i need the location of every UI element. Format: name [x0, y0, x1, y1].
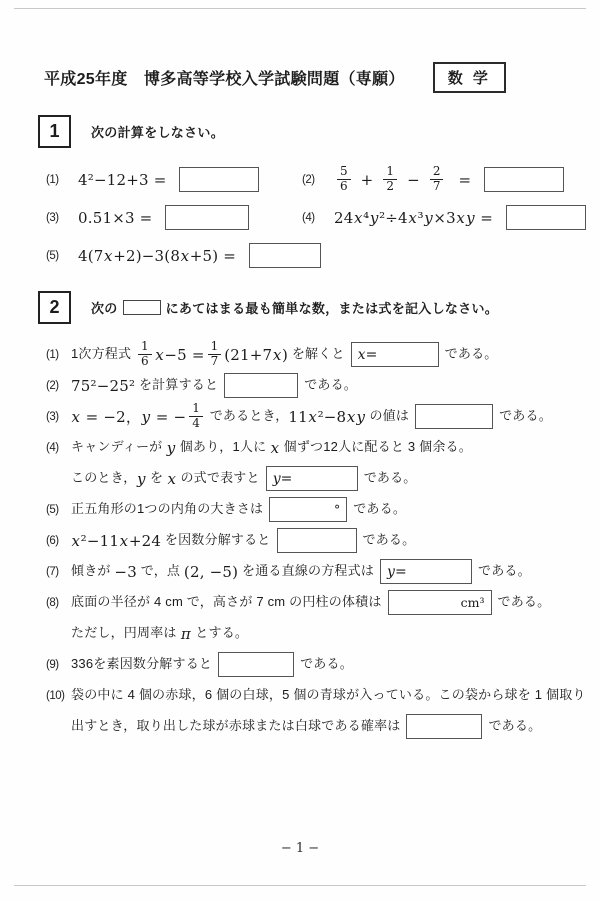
text: である。 — [362, 532, 416, 548]
problem-label: (2) — [46, 379, 59, 392]
problem-label: (6) — [46, 534, 59, 547]
subject-label: 数 学 — [447, 70, 491, 87]
text: キャンディーが — [71, 439, 167, 455]
fraction — [138, 340, 152, 369]
math-expression: 75²−25² — [71, 376, 136, 395]
text: である。 — [497, 594, 551, 610]
answer-box[interactable] — [179, 167, 259, 192]
text: の値は — [365, 408, 410, 424]
problem-label: (1) — [46, 348, 59, 361]
math-expression: x — [270, 438, 280, 457]
problem-label: (7) — [46, 565, 59, 578]
text: 袋の中に 4 個の赤球，6 個の白球，5 個の青球が入っている。この袋から球を 1 個取り — [71, 687, 586, 703]
problem-line — [46, 164, 302, 195]
problem-line — [46, 525, 600, 556]
text: ただし，円周率は — [71, 625, 181, 641]
math-expression: − — [407, 170, 420, 189]
problem-line — [46, 556, 600, 587]
problem-label: (3) — [46, 410, 59, 423]
problem-line — [46, 711, 600, 742]
subject-box — [433, 62, 506, 93]
math-expression: + — [360, 170, 374, 189]
section-1-instruction: 次の計算をしなさい。 — [91, 125, 225, 140]
text: である。 — [499, 408, 552, 424]
answer-box[interactable] — [249, 243, 321, 268]
fraction — [337, 165, 351, 194]
fraction-numerator: 2 — [432, 164, 441, 179]
fraction-denominator: 6 — [337, 179, 351, 194]
scan-edge-bottom — [14, 885, 586, 886]
math-expression: x−5 = — [155, 345, 205, 364]
fraction-numerator: 1 — [386, 164, 395, 179]
answer-box[interactable] — [218, 652, 294, 677]
text: である。 — [488, 718, 542, 734]
page-title: 平成25年度 博多高等学校入学試験問題（専願） — [44, 71, 405, 88]
problem-line — [46, 432, 600, 463]
fraction-denominator: 2 — [383, 179, 397, 194]
text: 個ずつ12人に配ると 3 個余る。 — [279, 439, 472, 455]
answer-box[interactable] — [406, 714, 482, 739]
section-2 — [0, 291, 600, 742]
math-expression: y — [166, 438, 176, 457]
answer-box[interactable] — [388, 590, 492, 615]
answer-box-unit: cm³ — [460, 595, 485, 610]
fraction-denominator: 4 — [189, 416, 203, 431]
text: を解くと — [288, 346, 345, 362]
page-number: − 1 − — [280, 841, 320, 856]
problem-line — [46, 202, 302, 233]
fraction-numerator: 1 — [141, 339, 149, 354]
section-2-number-box — [38, 291, 71, 324]
text: 底面の半径が 4 cm で，高さが 7 cm の円柱の体積は — [71, 594, 382, 610]
text: 336を素因数分解すると — [71, 656, 213, 672]
problem-line — [46, 339, 600, 370]
fraction-numerator: 1 — [192, 401, 200, 416]
math-expression: 24x⁴y²÷4x³y×3xy = — [334, 208, 494, 227]
problem-line — [46, 618, 600, 649]
text: である。 — [363, 470, 417, 486]
problem-line — [46, 680, 600, 711]
math-expression: 0.51×3 = — [78, 208, 153, 227]
problem-line — [46, 463, 600, 494]
footer — [0, 841, 600, 856]
fraction — [189, 402, 203, 431]
answer-box-prefix: x= — [357, 346, 378, 363]
text: を — [146, 470, 167, 486]
section-1-header — [38, 115, 600, 148]
section-1-number-box — [38, 115, 71, 148]
section-2-problems — [46, 339, 600, 742]
problem-label: (8) — [46, 596, 59, 609]
math-expression: −3 — [114, 562, 137, 581]
answer-box[interactable] — [224, 373, 298, 398]
math-expression: π — [180, 624, 191, 643]
answer-box-prefix: y= — [387, 563, 407, 580]
problem-line — [46, 240, 302, 271]
problem-label: (4) — [46, 441, 59, 454]
math-expression: 4(7x+2)−3(8x+5) = — [78, 246, 237, 265]
text: 出すとき，取り出した球が赤球または白球である確率は — [71, 718, 401, 734]
answer-box-prefix: y= — [272, 470, 293, 487]
text: 個あり，1人に — [175, 439, 271, 455]
answer-box-unit: ° — [333, 502, 341, 517]
text: である。 — [478, 563, 531, 579]
text: このとき， — [71, 470, 137, 486]
problem-label: (4) — [302, 211, 315, 224]
math-expression: y — [136, 469, 146, 488]
text: である。 — [444, 346, 498, 362]
text: である。 — [304, 377, 357, 393]
fraction — [383, 165, 397, 194]
text: であるとき， — [205, 408, 289, 424]
section-2-instruction — [91, 298, 498, 317]
text: 1次方程式 — [71, 346, 136, 362]
problem-line — [302, 202, 600, 233]
fraction-numerator: 5 — [340, 164, 348, 179]
text: を因数分解すると — [161, 532, 271, 548]
fraction-numerator: 1 — [210, 339, 219, 354]
problem-label: (3) — [46, 211, 59, 224]
text: 傾きが — [71, 563, 115, 579]
section-1 — [0, 115, 600, 271]
answer-box[interactable] — [380, 559, 472, 584]
problem-line — [302, 164, 600, 195]
instruction-text-post: にあてはまる最も簡単な数，または式を記入しなさい。 — [165, 301, 499, 316]
problem-label: (10) — [46, 689, 65, 702]
math-expression: 11x²−8xy — [288, 407, 366, 426]
answer-box[interactable] — [277, 528, 357, 553]
math-expression: x = −2，y = − — [71, 408, 187, 426]
math-expression: x²−11x+24 — [71, 531, 162, 550]
math-expression: = — [453, 170, 472, 189]
problem-label: (9) — [46, 658, 59, 671]
section-1-problems — [46, 164, 600, 271]
answer-box[interactable] — [269, 497, 347, 522]
answer-box[interactable] — [506, 205, 586, 230]
section-1-number: 1 — [49, 121, 60, 141]
fraction — [430, 165, 444, 194]
fraction-denominator: 7 — [208, 354, 222, 369]
problem-label: (5) — [46, 503, 59, 516]
answer-box[interactable] — [165, 205, 249, 230]
answer-box[interactable] — [484, 167, 564, 192]
blank-box-icon — [123, 300, 161, 315]
fraction — [208, 340, 222, 369]
answer-box[interactable] — [266, 466, 358, 491]
text: を通る直線の方程式は — [238, 563, 375, 579]
text: とする。 — [191, 625, 249, 641]
text: 正五角形の1つの内角の大きさは — [71, 501, 264, 517]
problem-label: (2) — [302, 173, 315, 186]
answer-box[interactable] — [415, 404, 493, 429]
problem-label: (5) — [46, 249, 59, 262]
problem-line — [46, 649, 600, 680]
problem-line — [46, 587, 600, 618]
instruction-text-pre: 次の — [91, 301, 118, 316]
problem-line — [46, 370, 600, 401]
fraction-denominator: 6 — [138, 354, 152, 369]
text: の式で表すと — [176, 470, 260, 486]
problem-line — [46, 401, 600, 432]
text: を計算すると — [135, 377, 219, 393]
answer-box[interactable] — [351, 342, 439, 367]
fraction-denominator: 7 — [430, 179, 444, 194]
section-2-number: 2 — [49, 297, 60, 317]
math-expression: 4²−12+3 = — [78, 170, 167, 189]
text: である。 — [353, 501, 407, 517]
problem-line — [46, 494, 600, 525]
math-expression: (21+7x) — [224, 345, 289, 364]
text: で，点 — [136, 563, 184, 579]
math-expression: x — [167, 469, 177, 488]
section-2-header — [38, 291, 600, 324]
header — [44, 62, 572, 93]
math-expression: (2, −5) — [183, 562, 239, 581]
scan-edge-top — [14, 8, 586, 9]
problem-label: (1) — [46, 173, 59, 186]
text: である。 — [300, 656, 353, 672]
